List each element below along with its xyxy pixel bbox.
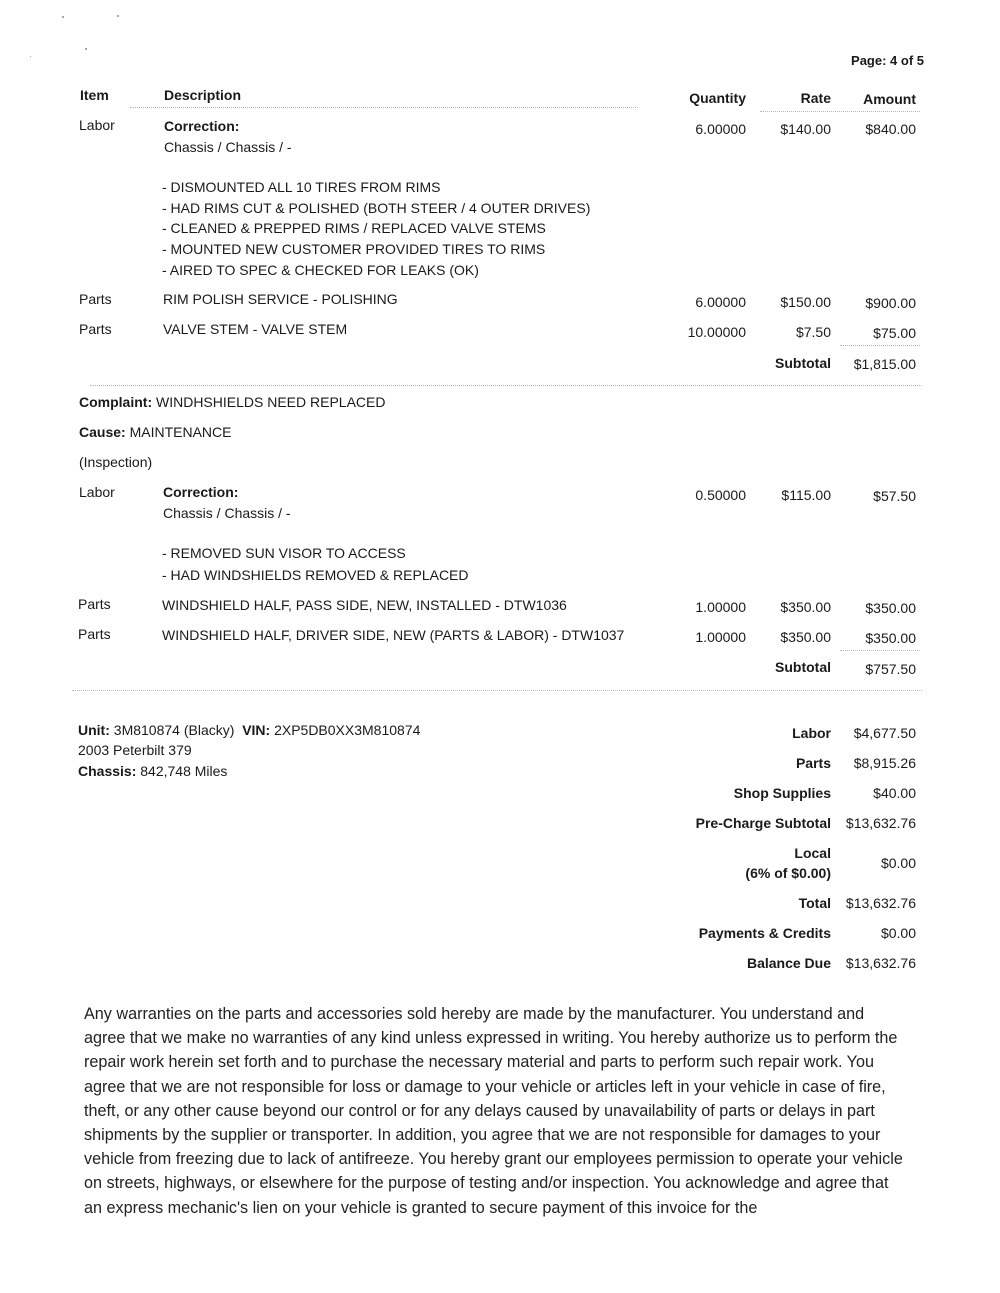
balance-due-label: Balance Due	[746, 955, 831, 971]
part-description: VALVE STEM - VALVE STEM	[163, 321, 348, 337]
payments-credits: $0.00	[880, 925, 916, 941]
column-header-amount: Amount	[863, 91, 916, 107]
balance-due: $13,632.76	[845, 955, 916, 971]
vin-value: 2XP5DB0XX3M810874	[274, 722, 421, 738]
amount-divider	[840, 650, 920, 651]
chassis-mileage-line	[78, 763, 227, 779]
work-note: - AIRED TO SPEC & CHECKED FOR LEAKS (OK)	[162, 262, 479, 278]
column-header-description: Description	[164, 87, 242, 103]
part-amount: $350.00	[865, 600, 916, 616]
work-note: - HAD RIMS CUT & POLISHED (BOTH STEER / 4 OUTER DRIVES)	[162, 200, 591, 216]
chassis-line: Chassis / Chassis / -	[164, 139, 292, 155]
scan-speck	[30, 56, 31, 57]
labor-amount: $840.00	[865, 121, 916, 137]
cause-text: MAINTENANCE	[129, 424, 232, 440]
line-item-type: Parts	[79, 291, 112, 307]
unit-line	[78, 722, 420, 738]
labor-amount: $57.50	[873, 488, 916, 504]
part-rate: $7.50	[795, 324, 831, 340]
correction-label: Correction:	[164, 118, 240, 134]
part-rate: $150.00	[780, 294, 831, 310]
section-divider	[72, 690, 922, 691]
work-note: - DISMOUNTED ALL 10 TIRES FROM RIMS	[162, 179, 441, 195]
part-quantity: 1.00000	[695, 629, 746, 645]
precharge-subtotal-label: Pre-Charge Subtotal	[695, 815, 831, 831]
subtotal-amount: $1,815.00	[853, 356, 916, 372]
part-description: WINDSHIELD HALF, DRIVER SIDE, NEW (PARTS & LABOR) - DTW1037	[162, 627, 625, 643]
subtotal-amount: $757.50	[865, 661, 916, 677]
chassis-line: Chassis / Chassis / -	[163, 505, 291, 521]
part-description: RIM POLISH SERVICE - POLISHING	[163, 291, 398, 307]
work-note: - MOUNTED NEW CUSTOMER PROVIDED TIRES TO RIMS	[162, 241, 546, 257]
complaint-line	[79, 394, 386, 410]
grand-total: $13,632.76	[845, 895, 916, 911]
cause-line	[79, 424, 231, 440]
line-item-type: Labor	[79, 117, 115, 133]
part-description: WINDSHIELD HALF, PASS SIDE, NEW, INSTALLED - DTW1036	[162, 597, 567, 613]
vin-label: VIN:	[242, 722, 271, 738]
part-amount: $350.00	[865, 630, 916, 646]
part-amount: $75.00	[873, 325, 916, 341]
local-tax-basis: (6% of $0.00)	[745, 865, 831, 881]
line-item-type: Parts	[79, 321, 112, 337]
work-note: - HAD WINDSHIELDS REMOVED & REPLACED	[162, 567, 469, 583]
scan-speck	[62, 16, 64, 18]
grand-total-label: Total	[798, 895, 831, 911]
line-item-type: Parts	[78, 626, 111, 642]
shop-supplies-label: Shop Supplies	[733, 785, 831, 801]
part-quantity: 1.00000	[695, 599, 746, 615]
labor-quantity: 6.00000	[695, 121, 746, 137]
part-amount: $900.00	[865, 295, 916, 311]
line-item-type: Parts	[78, 596, 111, 612]
labor-total-label: Labor	[792, 725, 831, 741]
warranty-disclaimer: Any warranties on the parts and accessories sold hereby are made by the manufacturer. You understand and agree that we make no warranties of any kind unless expressed in writing. You hereby authorize us to perform the repair work herein set forth and to purchase the necessary material and parts to perform such repair work. You agree that we are not responsible for loss or damage to your vehicle or articles left in your vehicle in case of fire, theft, or any other cause beyond our control or for any delays caused by unavailability of parts or delays in part shipments by the supplier or transporter. In addition, you agree that we are not responsible for damages to your vehicle from freezing due to lack of antifreeze. You hereby grant our employees permission to operate your vehicle on streets, highways, or elsewhere for the purpose of testing and/or inspection. You acknowledge and agree that an express mechanic's lien on your vehicle is granted to secure payment of this invoice for the	[84, 1005, 903, 1217]
complaint-text: WINDHSHIELDS NEED REPLACED	[156, 394, 386, 410]
shop-supplies-total: $40.00	[873, 785, 916, 801]
local-tax-label: Local	[794, 845, 831, 861]
amount-divider	[840, 345, 920, 346]
inspection-note: (Inspection)	[79, 454, 153, 470]
part-rate: $350.00	[780, 629, 831, 645]
page-number: Page: 4 of 5	[851, 53, 924, 68]
payments-credits-label: Payments & Credits	[698, 925, 831, 941]
parts-total: $8,915.26	[853, 755, 916, 771]
column-header-item: Item	[80, 87, 109, 103]
unit-label: Unit:	[78, 722, 110, 738]
labor-rate: $140.00	[780, 121, 831, 137]
labor-total: $4,677.50	[853, 725, 916, 741]
unit-value: 3M810874 (Blacky)	[113, 722, 235, 738]
chassis-value: 842,748 Miles	[140, 763, 228, 779]
work-note: - REMOVED SUN VISOR TO ACCESS	[162, 545, 406, 561]
part-rate: $350.00	[780, 599, 831, 615]
correction-label: Correction:	[163, 484, 239, 500]
section-divider	[90, 385, 922, 386]
header-divider	[130, 107, 638, 108]
column-header-rate: Rate	[800, 90, 831, 106]
scan-speck	[117, 15, 119, 17]
vehicle-description: 2003 Peterbilt 379	[78, 742, 192, 758]
header-divider	[760, 111, 920, 112]
parts-total-label: Parts	[795, 755, 831, 771]
column-header-quantity: Quantity	[689, 90, 746, 106]
labor-quantity: 0.50000	[695, 487, 746, 503]
labor-rate: $115.00	[781, 487, 831, 503]
part-quantity: 6.00000	[695, 294, 746, 310]
part-quantity: 10.00000	[687, 324, 746, 340]
precharge-subtotal: $13,632.76	[845, 815, 916, 831]
cause-label: Cause:	[79, 424, 126, 440]
work-note: - CLEANED & PREPPED RIMS / REPLACED VALVE STEMS	[162, 220, 546, 236]
subtotal-label: Subtotal	[775, 659, 831, 675]
subtotal-label: Subtotal	[775, 355, 831, 371]
scan-speck	[85, 48, 87, 50]
complaint-label: Complaint:	[79, 394, 153, 410]
chassis-label: Chassis:	[78, 763, 137, 779]
local-tax-amount: $0.00	[880, 855, 916, 871]
line-item-type: Labor	[79, 484, 115, 500]
